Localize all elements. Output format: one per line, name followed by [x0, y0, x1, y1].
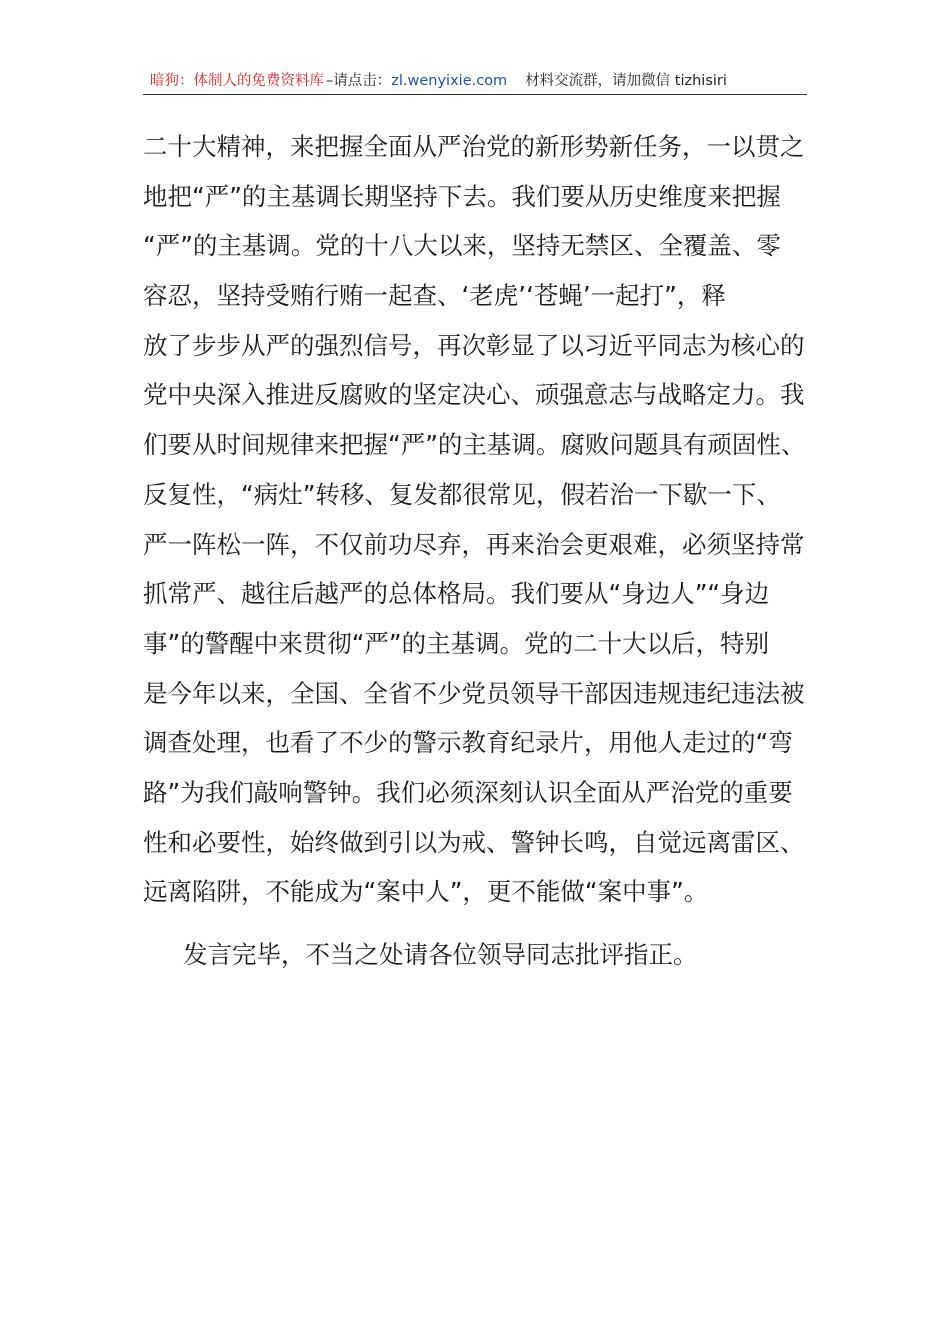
body-line: 反复性，“病灶”转移、复发都很常见，假若治一下歇一下、 — [143, 479, 781, 509]
header-site-name: 暗狗：体制人的免费资料库 — [150, 73, 324, 89]
closing-paragraph: 发言完毕，不当之处请各位领导同志批评指正。 — [183, 940, 698, 969]
body-line: 抓常严、越往后越严的总体格局。我们要从“身边人”“身边 — [143, 579, 770, 609]
body-line: 放了步步从严的强烈信号，再次彰显了以习近平同志为核心的 — [143, 330, 805, 360]
body-line: 性和必要性，始终做到引以为戒、警钟长鸣，自觉远离雷区、 — [143, 827, 805, 857]
body-line: 地把“严”的主基调长期坚持下去。我们要从历史维度来把握 — [143, 181, 781, 211]
body-line: 们要从时间规律来把握“严”的主基调。腐败问题具有顽固性、 — [143, 430, 806, 460]
body-line: 容忍，坚持受贿行贿一起查、‘老虎’‘苍蝇’一起打”，释 — [143, 281, 726, 311]
body-line: 调查处理，也看了不少的警示教育纪录片，用他人走过的“弯 — [143, 728, 793, 758]
header-wechat-note: 材料交流群，请加微信 tizhisiri — [525, 73, 727, 89]
header-prompt: –请点击： — [326, 73, 392, 89]
body-line: 远离陷阱，不能成为“案中人”，更不能做“案中事”。 — [143, 877, 709, 907]
body-line: 事”的警醒中来贯彻“严”的主基调。党的二十大以后，特别 — [143, 628, 770, 658]
body-line: 党中央深入推进反腐败的坚定决心、顽强意志与战略定力。我 — [143, 380, 805, 410]
body-line: “严”的主基调。党的十八大以来，坚持无禁区、全覆盖、零 — [143, 231, 781, 261]
body-line: 二十大精神，来把握全面从严治党的新形势新任务，一以贯之 — [143, 132, 805, 161]
body-line: 严一阵松一阵，不仅前功尽弃，再来治会更艰难，必须坚持常 — [143, 529, 805, 559]
page-header — [143, 68, 807, 95]
body-line: 是今年以来，全国、全省不少党员领导干部因违规违纪违法被 — [143, 678, 805, 708]
body-line: 路”为我们敲响警钟。我们必须深刻认识全面从严治党的重要 — [143, 777, 793, 807]
body-paragraph — [143, 122, 833, 917]
header-link[interactable]: zl.wenyixie.com — [391, 73, 508, 89]
